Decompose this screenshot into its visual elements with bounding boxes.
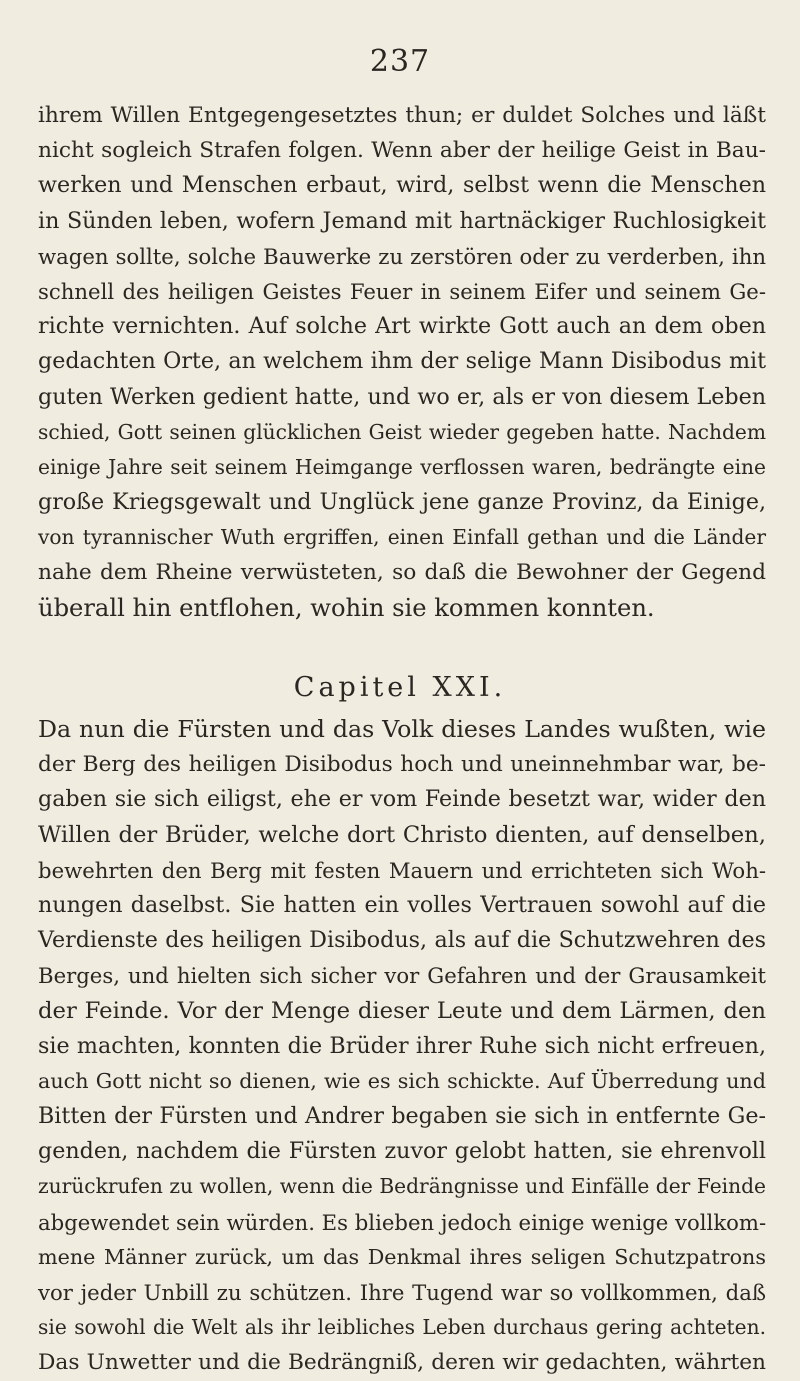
text-line: Bitten der Fürsten und Andrer begaben sie sich in entfernte Ge- <box>38 1103 766 1130</box>
text-line: einige Jahre seit seinem Heimgange verflossen waren, bedrängte eine <box>38 454 766 479</box>
text-line: schied, Gott seinen glücklichen Geist wieder gegeben hatte. Nachdem <box>38 419 766 444</box>
text-line: sie machten, konnten die Brüder ihrer Ruhe sich nicht erfreuen, <box>38 1032 766 1059</box>
text-line: vor jeder Unbill zu schützen. Ihre Tugend war so vollkommen, daß <box>38 1280 766 1305</box>
text-line: nicht sogleich Strafen folgen. Wenn aber der heilige Geist in Bau- <box>38 138 766 164</box>
text-line: Willen der Brüder, welche dort Christo dienten, auf denselben, <box>38 821 766 848</box>
text-line: ihrem Willen Entgegengesetztes thun; er duldet Solches und läßt <box>38 103 766 128</box>
text-line: Berges, und hielten sich sicher vor Gefahren und der Grausamkeit <box>38 963 766 989</box>
text-line: überall hin entflohen, wohin sie kommen konnten. <box>38 593 655 622</box>
text-line: Verdienste des heiligen Disibodus, als auf die Schutzwehren des <box>38 927 766 954</box>
text-line: guten Werken gedient hatte, und wo er, als er von diesem Leben <box>38 383 766 410</box>
text-line: nungen daselbst. Sie hatten ein volles Vertrauen sowohl auf die <box>38 891 766 918</box>
text-line: der Berg des heiligen Disibodus hoch und uneinnehmbar war, be- <box>38 752 766 778</box>
chapter-heading: Capitel XXI. <box>293 672 507 703</box>
text-line: auch Gott nicht so dienen, wie es sich schickte. Auf Überredung und <box>38 1068 766 1093</box>
text-line: werken und Menschen erbaut, wird, selbst wenn die Menschen <box>38 172 766 199</box>
text-line: bewehrten den Berg mit festen Mauern und errichteten sich Woh- <box>38 857 766 883</box>
text-line: zurückrufen zu wollen, wenn die Bedrängnisse und Einfälle der Feinde <box>38 1174 766 1199</box>
text-line: große Kriegsgewalt und Unglück jene ganze Provinz, da Einige, <box>38 489 766 516</box>
text-line: Das Unwetter und die Bedrängniß, deren wir gedachten, währten <box>38 1350 766 1376</box>
text-line: sie sowohl die Welt als ihr leibliches Leben durchaus gering achteten. <box>38 1315 766 1340</box>
text-line: in Sünden leben, wofern Jemand mit hartnäckiger Ruchlosigkeit <box>38 207 766 234</box>
text-line: gaben sie sich eiligst, ehe er vom Feinde besetzt war, wider den <box>38 786 766 813</box>
text-line: richte vernichten. Auf solche Art wirkte Gott auch an dem oben <box>38 313 766 340</box>
text-line: wagen sollte, solche Bauwerke zu zerstören oder zu verderben, ihn <box>38 243 766 269</box>
paragraph-1 <box>38 98 766 626</box>
text-line: nahe dem Rheine verwüsteten, so daß die Bewohner der Gegend <box>38 560 766 586</box>
text-line: genden, nachdem die Fürsten zuvor gelobt hatten, sie ehrenvoll <box>38 1138 766 1165</box>
text-line: schnell des heiligen Geistes Feuer in seinem Eifer und seinem Ge- <box>38 278 766 304</box>
text-line: mene Männer zurück, um das Denkmal ihres seligen Schutzpatrons <box>38 1244 766 1269</box>
paragraph-2 <box>38 712 766 1381</box>
text-line: der Feinde. Vor der Menge dieser Leute und dem Lärmen, den <box>38 997 766 1024</box>
text-line: gedachten Orte, an welchem ihm der selige Mann Disibodus mit <box>38 348 766 375</box>
page-number: 237 <box>369 44 431 79</box>
text-line: von tyrannischer Wuth ergriffen, einen Einfall gethan und die Länder <box>38 525 766 550</box>
text-line: abgewendet sein würden. Es blieben jedoch einige wenige vollkom- <box>38 1209 767 1235</box>
text-line: Da nun die Fürsten und das Volk dieses Landes wußten, wie <box>38 715 766 743</box>
